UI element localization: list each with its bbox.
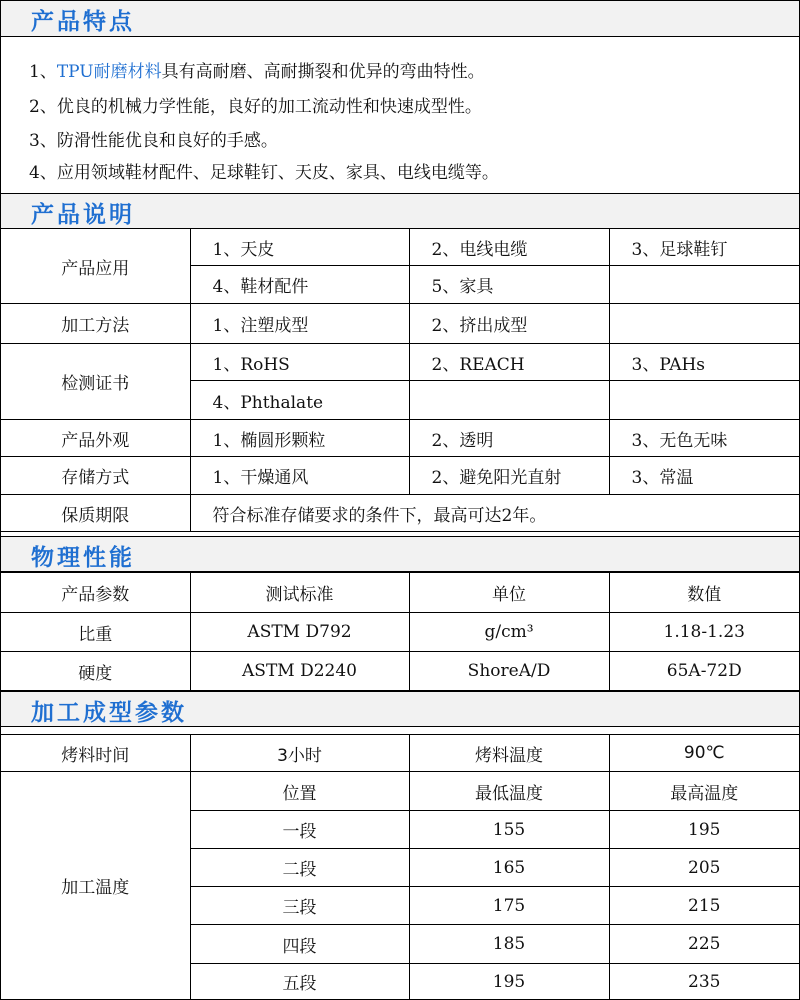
feature-item <box>29 92 482 117</box>
table-cell: 1、干燥通风 <box>190 457 409 495</box>
table-row <box>1 652 799 691</box>
table-cell: 一段 <box>190 811 409 849</box>
description-header <box>1 193 799 229</box>
table-cell: 3、足球鞋钉 <box>609 229 799 266</box>
table-cell: 1、RoHS <box>190 344 409 381</box>
drying-temp-label: 烤料温度 <box>409 735 609 772</box>
column-header: 数值 <box>609 573 799 613</box>
shelf-life-text: 符合标准存储要求的条件下，最高可达2年。 <box>190 495 799 532</box>
table-cell: 1、椭圆形颗粒 <box>190 420 409 457</box>
table-cell: 二段 <box>190 849 409 887</box>
molding-table <box>1 734 799 1000</box>
feature-prefix: 4、 <box>29 163 57 183</box>
table-cell <box>609 381 799 420</box>
table-cell: 1.18-1.23 <box>609 613 799 652</box>
certification-label: 检测证书 <box>1 344 190 420</box>
table-cell: 硬度 <box>1 652 190 691</box>
table-row <box>1 613 799 652</box>
table-cell: 2、挤出成型 <box>409 304 609 344</box>
table-cell: 2、REACH <box>409 344 609 381</box>
table-cell: 比重 <box>1 613 190 652</box>
table-cell: 2、避免阳光直射 <box>409 457 609 495</box>
table-row <box>1 420 799 457</box>
table-row <box>1 229 799 266</box>
table-cell: 225 <box>609 925 799 964</box>
table-cell: 5、家具 <box>409 266 609 304</box>
description-heading: 产品说明 <box>31 202 135 228</box>
column-header: 位置 <box>190 772 409 811</box>
feature-text: 优良的机械力学性能，良好的加工流动性和快速成型性。 <box>56 97 482 117</box>
column-header: 最高温度 <box>609 772 799 811</box>
table-row <box>1 344 799 381</box>
table-cell: 175 <box>409 887 609 925</box>
table-cell: 3、常温 <box>609 457 799 495</box>
table-cell: ShoreA/D <box>409 652 609 691</box>
table-cell: 155 <box>409 811 609 849</box>
feature-prefix: 2、 <box>29 97 57 117</box>
features-heading: 产品特点 <box>31 9 135 35</box>
application-label: 产品应用 <box>1 229 190 304</box>
feature-text: 防滑性能优良和良好的手感。 <box>56 131 278 151</box>
feature-prefix: 1、 <box>29 62 57 82</box>
table-row <box>1 495 799 532</box>
processing-label: 加工方法 <box>1 304 190 344</box>
storage-label: 存储方式 <box>1 457 190 495</box>
feature-text: 具有高耐磨、高耐撕裂和优异的弯曲特性。 <box>161 62 485 82</box>
table-cell: 2、电线电缆 <box>409 229 609 266</box>
drying-label: 烤料时间 <box>1 735 190 772</box>
table-cell: 四段 <box>190 925 409 964</box>
physical-header <box>1 536 799 572</box>
temperature-label: 加工温度 <box>1 772 190 1000</box>
drying-temp: 90℃ <box>609 735 799 772</box>
table-header-row <box>1 573 799 613</box>
table-row <box>1 457 799 495</box>
table-cell: ASTM D792 <box>190 613 409 652</box>
table-cell: 185 <box>409 925 609 964</box>
table-cell: 五段 <box>190 964 409 1000</box>
table-cell: g/cm³ <box>409 613 609 652</box>
table-cell: 235 <box>609 964 799 1000</box>
table-row <box>1 304 799 344</box>
table-cell: ASTM D2240 <box>190 652 409 691</box>
table-cell: 195 <box>409 964 609 1000</box>
table-cell: 65A-72D <box>609 652 799 691</box>
table-cell: 1、注塑成型 <box>190 304 409 344</box>
feature-item <box>29 126 278 151</box>
table-cell: 3、无色无味 <box>609 420 799 457</box>
table-cell <box>609 304 799 344</box>
physical-heading: 物理性能 <box>31 545 135 571</box>
features-header <box>1 1 799 37</box>
feature-prefix: 3、 <box>29 131 57 151</box>
molding-header <box>1 691 799 727</box>
table-cell: 165 <box>409 849 609 887</box>
table-row <box>1 735 799 772</box>
appearance-label: 产品外观 <box>1 420 190 457</box>
table-header-row <box>1 772 799 811</box>
table-cell: 4、鞋材配件 <box>190 266 409 304</box>
table-cell: 三段 <box>190 887 409 925</box>
column-header: 产品参数 <box>1 573 190 613</box>
table-cell: 1、天皮 <box>190 229 409 266</box>
description-table <box>1 228 799 532</box>
column-header: 测试标准 <box>190 573 409 613</box>
column-header: 最低温度 <box>409 772 609 811</box>
table-cell: 215 <box>609 887 799 925</box>
table-cell: 3、PAHs <box>609 344 799 381</box>
physical-table <box>1 572 799 691</box>
table-cell: 4、Phthalate <box>190 381 409 420</box>
feature-item <box>29 158 499 183</box>
column-header: 单位 <box>409 573 609 613</box>
drying-time: 3小时 <box>190 735 409 772</box>
table-cell <box>609 266 799 304</box>
feature-highlight: TPU耐磨材料 <box>56 62 162 82</box>
feature-item <box>29 57 485 82</box>
shelf-life-label: 保质期限 <box>1 495 190 532</box>
molding-heading: 加工成型参数 <box>31 700 187 726</box>
table-cell: 205 <box>609 849 799 887</box>
table-cell <box>409 381 609 420</box>
table-cell: 2、透明 <box>409 420 609 457</box>
feature-text: 应用领域鞋材配件、足球鞋钉、天皮、家具、电线电缆等。 <box>56 163 499 183</box>
table-cell: 195 <box>609 811 799 849</box>
